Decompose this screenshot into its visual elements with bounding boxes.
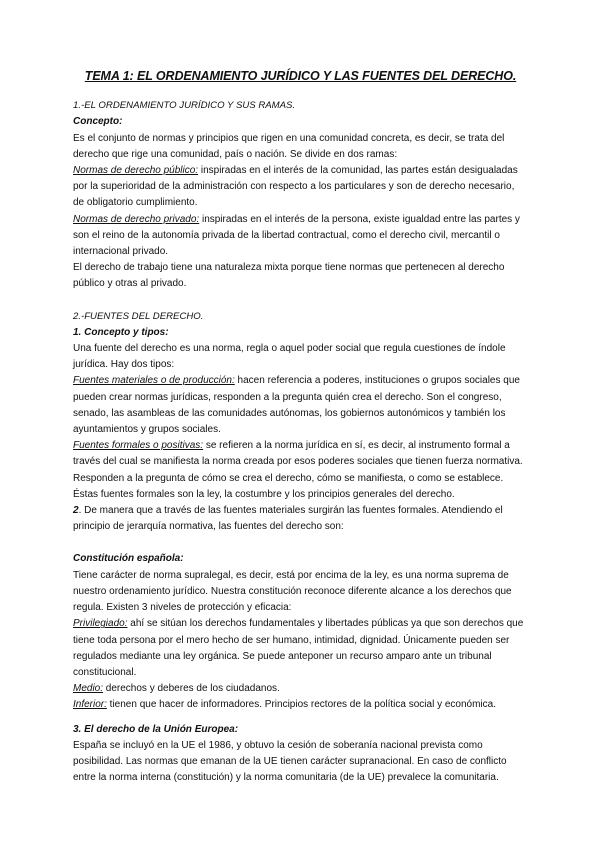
privileged-text: ahí se sitúan los derechos fundamentales y libertades públicas ya que son derechos que tiene toda persona por el mero hecho de ser humano, intimidad, dignidad. Únicamente pueden ser regulados mediante una ley orgánica. Se puede anteponer un recurso amparo ante un tribunal constitucional. [73,618,524,678]
concept-types-subheading: 1. Concepto y tipos: [73,326,169,338]
concept-label: Concepto: [73,116,123,128]
section-1-heading: 1.-EL ORDENAMIENTO JURÍDICO Y SUS RAMAS. [73,100,296,112]
private-law-paragraph [73,212,528,261]
concept-paragraph: Es el conjunto de normas y principios que rigen en una comunidad concreta, es decir, se trata del derecho que rige una comunidad, país o nación. Se divide en dos ramas: [73,132,505,160]
inferior-text: tienen que hacer de informadores. Principios rectores de la política social y económica. [106,699,496,711]
hierarchy-paragraph [73,503,528,535]
document-title: TEMA 1: EL ORDENAMIENTO JURÍDICO Y LAS FUENTES DEL DERECHO. [84,69,517,83]
formal-sources-text: se refieren a la norma jurídica en sí, es decir, al instrumento formal a través del cual se manifiesta la norma creada por esos poderes sociales que tienen fuerza normativa. Responden a la pregunta de cómo se crea el derecho, cómo se manifiesta, o como se establece. Éstas fuentes formales son la ley, la costumbre y los principios generales del derecho. [73,440,523,500]
material-sources-text: hacen referencia a poderes, instituciones o grupos sociales que pueden crear normas jurídicas, responden a la pregunta quién crea el derecho. Son el congreso, senado, las asambleas de las comunidades autónomas, los gobiernos autonómicos y también los ayuntamientos y grupos sociales. [73,375,520,436]
material-sources-paragraph [73,373,528,438]
document-page [73,68,528,786]
inferior-term: Inferior: [73,699,107,711]
hierarchy-text: . De manera que a través de las fuentes materiales surgirán las fuentes formales. Atendiendo el principio de jerarquía normativa, las fuentes del derecho son: [73,505,503,533]
eu-law-heading: 3. El derecho de la Unión Europea: [73,723,239,735]
private-law-term: Normas de derecho privado: [73,213,200,225]
public-law-text: inspiradas en el interés de la comunidad, las partes están desigualadas por la superioridad de la administración con respecto a los particulares y son de derecho necesario, de obligatorio cumplimiento. [73,165,518,209]
sources-intro-paragraph: Una fuente del derecho es una norma, regla o aquel poder social que regula cuestiones de índole jurídica. Hay dos tipos: [73,343,506,371]
private-law-text: inspiradas en el interés de la persona, existe igualdad entre las partes y son el reino de la autonomía privada de la libertad contractual, como el derecho civil, mercantil o internacional privado. [73,213,520,258]
constitution-paragraph: Tiene carácter de norma supralegal, es decir, está por encima de la ley, es una norma suprema de nuestro ordenamiento jurídico. Nuestra constitución reconoce diferente alcance a los derechos que regula. Existen 3 niveles de protección y eficacia: [73,569,512,614]
labor-law-paragraph: El derecho de trabajo tiene una naturaleza mixta porque tiene normas que pertenecen al derecho público y otras al privado. [73,262,505,290]
material-sources-term: Fuentes materiales o de producción: [73,375,235,387]
formal-sources-paragraph [73,438,528,503]
section-2-heading: 2.-FUENTES DEL DERECHO. [73,310,204,322]
public-law-paragraph [73,163,528,212]
formal-sources-term: Fuentes formales o positivas: [73,440,204,452]
eu-law-paragraph: España se incluyó en la UE el 1986, y obtuvo la cesión de soberanía nacional prevista como posibilidad. Las normas que emanan de la UE tienen carácter supranacional. En caso de conflicto entre la norma interna (constitución) y la norma comunitaria (de la UE) prevalece la comunitaria. [73,739,507,784]
hierarchy-number: 2 [73,505,79,517]
inferior-paragraph [73,697,528,713]
privileged-paragraph [73,616,528,681]
medium-text: derechos y deberes de los ciudadanos. [103,683,280,695]
privileged-term: Privilegiado: [73,618,128,630]
public-law-term: Normas de derecho público: [73,165,199,177]
medium-paragraph [73,681,528,697]
constitution-heading: Constitución española: [73,553,184,565]
medium-term: Medio: [73,683,104,695]
